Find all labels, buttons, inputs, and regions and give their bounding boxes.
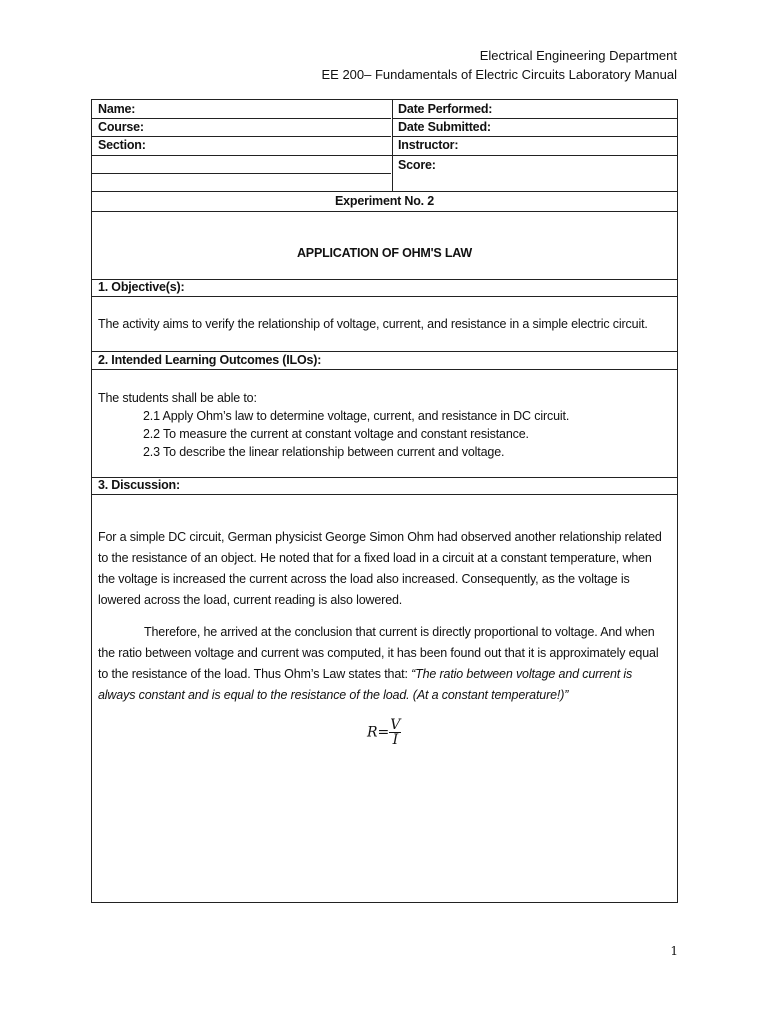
experiment-number-row bbox=[92, 192, 677, 212]
date-performed-row bbox=[393, 100, 677, 119]
discussion-heading-row bbox=[92, 478, 677, 495]
blank-row-2 bbox=[92, 174, 677, 192]
paragraph-line: the voltage is increased the current across the load also increased. Consequently, as the voltage is bbox=[98, 572, 630, 586]
discussion-paragraph-2 bbox=[98, 622, 658, 706]
experiment-title: APPLICATION OF OHM'S LAW bbox=[296, 246, 473, 260]
paragraph-line bbox=[98, 664, 658, 685]
formula-numerator: V bbox=[390, 717, 401, 733]
ilos-heading-row bbox=[92, 352, 677, 370]
name-label: Name: bbox=[98, 102, 136, 116]
ilo-item: 2.2 To measure the current at constant voltage and constant resistance. bbox=[143, 427, 529, 441]
paragraph-line: the ratio between voltage and current was computed, it has been found out that it is approximately equal bbox=[98, 646, 659, 660]
discussion-paragraph-1 bbox=[98, 527, 662, 611]
date-submitted-row bbox=[393, 119, 677, 137]
ilos-intro: The students shall be able to: bbox=[98, 391, 257, 405]
paragraph-line: to the resistance of an object. He noted that for a fixed load in a circuit at a constant temperature, when bbox=[98, 551, 652, 565]
ohms-law-formula bbox=[367, 718, 401, 747]
name-row bbox=[92, 100, 391, 119]
discussion-heading: 3. Discussion: bbox=[98, 478, 180, 492]
formula-equals: = bbox=[377, 724, 390, 741]
score-label: Score: bbox=[398, 158, 436, 172]
ilos-content-row bbox=[92, 370, 677, 478]
ilo-item: 2.1 Apply Ohm’s law to determine voltage, current, and resistance in DC circuit. bbox=[143, 409, 570, 423]
ohms-law-quote: “The ratio between voltage and current is bbox=[411, 667, 633, 681]
formula-lhs: R bbox=[367, 724, 378, 741]
formula-denominator: I bbox=[392, 732, 399, 748]
ilos-heading: 2. Intended Learning Outcomes (ILOs): bbox=[98, 353, 322, 367]
document-header bbox=[321, 46, 677, 84]
course-manual-title: EE 200– Fundamentals of Electric Circuits Laboratory Manual bbox=[321, 67, 677, 82]
experiment-title-row bbox=[92, 212, 677, 280]
ilos-list bbox=[143, 407, 569, 461]
ilo-item: 2.3 To describe the linear relationship between current and voltage. bbox=[143, 445, 505, 459]
date-submitted-label: Date Submitted: bbox=[398, 120, 491, 134]
section-label: Section: bbox=[98, 138, 146, 152]
objectives-content-row bbox=[92, 297, 677, 352]
date-performed-label: Date Performed: bbox=[398, 102, 493, 116]
page-number: 1 bbox=[670, 944, 678, 958]
paragraph-line: Therefore, he arrived at the conclusion that current is directly proportional to voltage. And when bbox=[144, 625, 655, 639]
course-row bbox=[92, 119, 391, 137]
objectives-heading-row bbox=[92, 280, 677, 297]
instructor-label: Instructor: bbox=[398, 138, 459, 152]
paragraph-line: lowered across the load, current reading is also lowered. bbox=[98, 593, 403, 607]
department-name: Electrical Engineering Department bbox=[479, 48, 677, 63]
paragraph-line: For a simple DC circuit, German physicist George Simon Ohm had observed another relationship related bbox=[98, 530, 662, 544]
formula-fraction bbox=[389, 718, 401, 747]
objectives-text: The activity aims to verify the relationship of voltage, current, and resistance in a simple electric circuit. bbox=[98, 317, 648, 331]
lab-report-form bbox=[91, 99, 678, 903]
objectives-heading: 1. Objective(s): bbox=[98, 280, 185, 294]
ohms-law-quote-continued: always constant and is equal to the resistance of the load. (At a constant temperature!)” bbox=[98, 688, 569, 702]
blank-row-1 bbox=[92, 156, 391, 174]
section-row bbox=[92, 137, 677, 156]
experiment-number: Experiment No. 2 bbox=[335, 194, 434, 208]
paragraph-text: to the resistance of the load. Thus Ohm’s Law states that: bbox=[98, 667, 412, 681]
course-label: Course: bbox=[98, 120, 144, 134]
